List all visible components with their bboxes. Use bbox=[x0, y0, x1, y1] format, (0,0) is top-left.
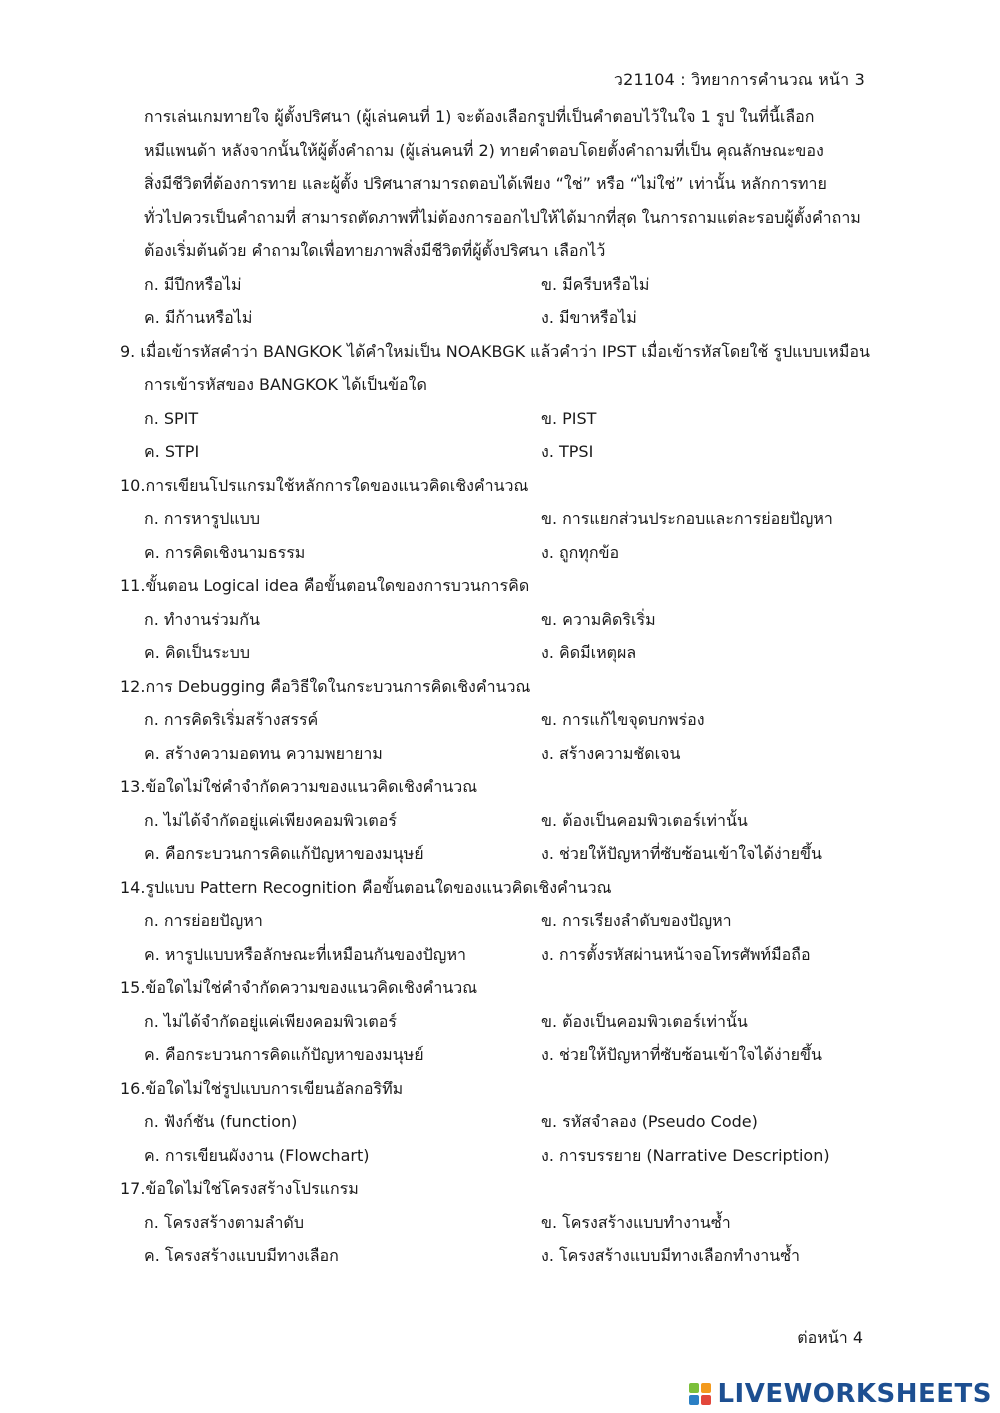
option-b: ข. ต้องเป็นคอมพิวเตอร์เท่านั้น bbox=[541, 810, 748, 830]
option-b: ข. รหัสจำลอง (Pseudo Code) bbox=[541, 1112, 758, 1131]
option-row bbox=[120, 268, 890, 302]
option-d: ง. โครงสร้างแบบมีทางเลือกทำงานซ้ำ bbox=[541, 1246, 801, 1265]
option-row bbox=[120, 1206, 890, 1240]
option-a: ก. ฟังก์ชัน (function) bbox=[144, 1112, 298, 1131]
option-d: ง. สร้างความชัดเจน bbox=[541, 743, 681, 763]
logo-square-red bbox=[701, 1395, 711, 1405]
option-row bbox=[120, 1005, 890, 1039]
option-a: ก. การย่อยปัญหา bbox=[144, 911, 263, 930]
liveworksheets-logo-icon bbox=[689, 1383, 711, 1405]
option-b: ข. มีครีบหรือไม่ bbox=[541, 274, 650, 294]
option-b: ข. การแยกส่วนประกอบและการย่อยปัญหา bbox=[541, 509, 833, 528]
option-d: ง. ช่วยให้ปัญหาที่ซับซ้อนเข้าใจได้ง่ายขึ้น bbox=[541, 844, 822, 863]
option-b: ข. การเรียงลำดับของปัญหา bbox=[541, 911, 732, 930]
option-b: ข. โครงสร้างแบบทำงานซ้ำ bbox=[541, 1212, 731, 1232]
question-9: 9. เมื่อเข้ารหัสคำว่า BANGKOK ได้คำใหม่เป็น NOAKBGK แล้วคำว่า IPST เมื่อเข้ารหัสโดยใช้ รูปแบบเหมือน bbox=[120, 341, 870, 361]
option-b: ข. ความคิดริเริ่ม bbox=[541, 609, 656, 629]
page-header: ว21104 : วิทยาการคำนวณ หน้า 3 bbox=[613, 70, 865, 89]
liveworksheets-brand[interactable] bbox=[689, 1379, 992, 1409]
option-row bbox=[120, 904, 890, 938]
intro-line: สิ่งมีชีวิตที่ต้องการทาย และผู้ตั้ง ปริศนาสามารถตอบได้เพียง “ใช่” หรือ “ไม่ใช่” เท่านั้น หลักการทาย bbox=[144, 174, 827, 193]
option-c: ค. คือกระบวนการคิดแก้ปัญหาของมนุษย์ bbox=[144, 844, 424, 863]
option-d: ง. การตั้งรหัสผ่านหน้าจอโทรศัพท์มือถือ bbox=[541, 944, 811, 964]
logo-square-green bbox=[689, 1383, 699, 1393]
option-row bbox=[120, 1105, 890, 1139]
intro-line: หมีแพนด้า หลังจากนั้นให้ผู้ตั้งคำถาม (ผู้เล่นคนที่ 2) ทายคำตอบโดยตั้งคำถามที่เป็น คุณลักษณะของ bbox=[144, 140, 824, 160]
option-a: ก. SPIT bbox=[144, 408, 199, 428]
option-row bbox=[120, 703, 890, 737]
option-d: ง. ช่วยให้ปัญหาที่ซับซ้อนเข้าใจได้ง่ายขึ้น bbox=[541, 1045, 822, 1064]
option-d: ง. การบรรยาย (Narrative Description) bbox=[541, 1145, 830, 1165]
next-page-note: ต่อหน้า 4 bbox=[797, 1328, 863, 1347]
option-a: ก. การคิดริเริ่มสร้างสรรค์ bbox=[144, 710, 319, 729]
option-c: ค. โครงสร้างแบบมีทางเลือก bbox=[144, 1246, 339, 1265]
option-c: ค. มีก้านหรือไม่ bbox=[144, 308, 253, 327]
option-row bbox=[120, 1139, 890, 1173]
option-row bbox=[120, 938, 890, 972]
option-c: ค. สร้างความอดทน ความพยายาม bbox=[144, 743, 383, 763]
option-row bbox=[120, 837, 890, 871]
option-c: ค. คือกระบวนการคิดแก้ปัญหาของมนุษย์ bbox=[144, 1045, 424, 1064]
option-a: ก. การหารูปแบบ bbox=[144, 509, 261, 528]
option-b: ข. ต้องเป็นคอมพิวเตอร์เท่านั้น bbox=[541, 1011, 748, 1031]
logo-square-orange bbox=[701, 1383, 711, 1393]
option-row bbox=[120, 301, 890, 335]
intro-line: การเล่นเกมทายใจ ผู้ตั้งปริศนา (ผู้เล่นคนที่ 1) จะต้องเลือกรูปที่เป็นคำตอบไว้ในใจ 1 รูป ในที่นี้เลือก bbox=[144, 107, 815, 126]
intro-line: ทั่วไปควรเป็นคำถามที่ สามารถตัดภาพที่ไม่ต้องการออกไปให้ได้มากที่สุด ในการถามแต่ละรอบผู้ตั้งคำถาม bbox=[144, 207, 861, 227]
option-b: ข. การแก้ไขจุดบกพร่อง bbox=[541, 710, 705, 729]
question-15: 15.ข้อใดไม่ใช่คำจำกัดความของแนวคิดเชิงคำนวณ bbox=[120, 978, 478, 997]
question-11: 11.ขั้นตอน Logical idea คือขั้นตอนใดของการบวนการคิด bbox=[120, 576, 530, 595]
option-row bbox=[120, 636, 890, 670]
option-row bbox=[120, 502, 890, 536]
option-a: ก. มีปีกหรือไม่ bbox=[144, 274, 242, 294]
option-a: ก. ทำงานร่วมกัน bbox=[144, 609, 260, 629]
option-c: ค. STPI bbox=[144, 442, 200, 461]
option-row bbox=[120, 603, 890, 637]
option-row bbox=[120, 536, 890, 570]
logo-square-blue bbox=[689, 1395, 699, 1405]
option-d: ง. ถูกทุกข้อ bbox=[541, 542, 620, 562]
option-c: ค. การเขียนผังงาน (Flowchart) bbox=[144, 1145, 370, 1165]
option-c: ค. การคิดเชิงนามธรรม bbox=[144, 542, 306, 562]
option-b: ข. PIST bbox=[541, 408, 597, 428]
question-12: 12.การ Debugging คือวิธีใดในกระบวนการคิดเชิงคำนวณ bbox=[120, 676, 531, 696]
option-row bbox=[120, 435, 890, 469]
option-row bbox=[120, 737, 890, 771]
question-9-cont: การเข้ารหัสของ BANGKOK ได้เป็นข้อใด bbox=[144, 375, 427, 394]
intro-line: ต้องเริ่มต้นด้วย คำถามใดเพื่อทายภาพสิ่งมีชีวิตที่ผู้ตั้งปริศนา เลือกไว้ bbox=[144, 241, 606, 260]
option-row bbox=[120, 402, 890, 436]
intro-paragraph bbox=[144, 100, 890, 268]
option-d: ง. TPSI bbox=[541, 442, 594, 461]
question-13: 13.ข้อใดไม่ใช่คำจำกัดความของแนวคิดเชิงคำนวณ bbox=[120, 777, 478, 796]
question-16: 16.ข้อใดไม่ใช่รูปแบบการเขียนอัลกอริทึม bbox=[120, 1078, 404, 1098]
option-a: ก. ไม่ได้จำกัดอยู่แค่เพียงคอมพิวเตอร์ bbox=[144, 810, 397, 830]
question-14: 14.รูปแบบ Pattern Recognition คือขั้นตอนใดของแนวคิดเชิงคำนวณ bbox=[120, 877, 612, 897]
option-d: ง. คิดมีเหตุผล bbox=[541, 643, 637, 662]
option-c: ค. คิดเป็นระบบ bbox=[144, 643, 251, 662]
option-row bbox=[120, 1038, 890, 1072]
option-row bbox=[120, 804, 890, 838]
option-c: ค. หารูปแบบหรือลักษณะที่เหมือนกันของปัญหา bbox=[144, 944, 466, 964]
question-17: 17.ข้อใดไม่ใช่โครงสร้างโปรแกรม bbox=[120, 1179, 359, 1198]
option-d: ง. มีขาหรือไม่ bbox=[541, 308, 637, 327]
worksheet-content bbox=[120, 100, 890, 1273]
brand-text: LIVEWORKSHEETS bbox=[717, 1379, 992, 1409]
option-a: ก. โครงสร้างตามลำดับ bbox=[144, 1212, 304, 1232]
question-10: 10.การเขียนโปรแกรมใช้หลักการใดของแนวคิดเชิงคำนวณ bbox=[120, 475, 529, 495]
option-a: ก. ไม่ได้จำกัดอยู่แค่เพียงคอมพิวเตอร์ bbox=[144, 1011, 397, 1031]
option-row bbox=[120, 1239, 890, 1273]
